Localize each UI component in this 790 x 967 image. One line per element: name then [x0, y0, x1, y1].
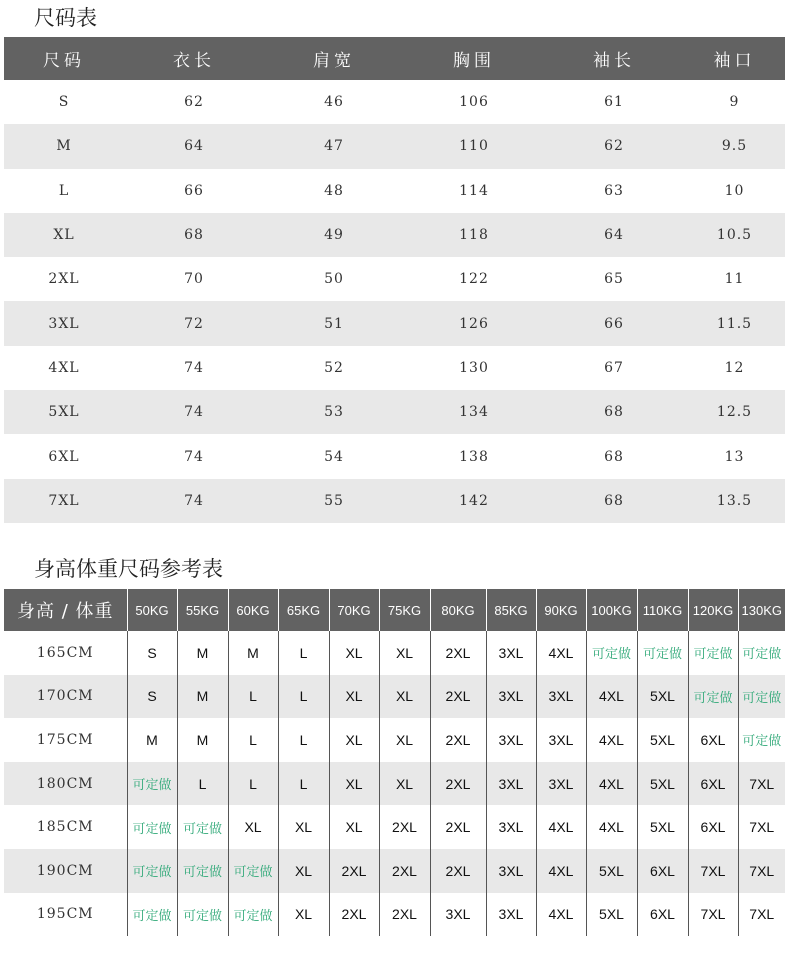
cell-size: 7XL [4, 479, 124, 523]
cell-length: 74 [124, 479, 264, 523]
cell-recommended-size: L [228, 762, 278, 806]
cell-recommended-size: 可定做 [177, 849, 228, 893]
size-chart-row [4, 346, 785, 390]
cell-shoulder: 50 [324, 271, 344, 288]
size-chart-row [4, 213, 785, 257]
cell-size: M [4, 124, 124, 168]
cell-recommended-size: XL [329, 675, 379, 719]
cell-sleeve: 61 [604, 94, 624, 111]
cell-recommended-size: L [278, 762, 329, 806]
cell-recommended-size: 2XL [379, 805, 430, 849]
header-weight: 60KG [228, 589, 278, 631]
cell-recommended-size: 6XL [688, 805, 738, 849]
cell-recommended-size: 可定做 [228, 849, 278, 893]
cell-recommended-size: 可定做 [177, 805, 228, 849]
cell-recommended-size: 2XL [430, 631, 486, 675]
header-weight: 55KG [177, 589, 228, 631]
cell-recommended-size: 5XL [637, 675, 688, 719]
size-chart-row [4, 390, 785, 434]
cell-size: S [58, 94, 70, 111]
cell-recommended-size: 4XL [586, 805, 637, 849]
cell-length: 66 [184, 182, 204, 199]
cell-recommended-size: 4XL [536, 849, 586, 893]
cell-recommended-size: 2XL [329, 893, 379, 937]
cell-recommended-size: 3XL [486, 631, 536, 675]
cell-length: 74 [184, 448, 204, 465]
cell-recommended-size: 可定做 [738, 675, 785, 719]
cell-recommended-size: 5XL [637, 718, 688, 762]
header-cuff: 袖口 [684, 37, 785, 80]
cell-recommended-size: 5XL [586, 893, 637, 937]
body-chart-title: 身高体重尺码参考表 [34, 557, 223, 581]
body-chart-row [4, 762, 785, 806]
cell-cuff: 12 [724, 359, 745, 376]
cell-size: XL [4, 213, 124, 257]
cell-shoulder: 55 [264, 479, 404, 523]
cell-recommended-size: 6XL [688, 718, 738, 762]
cell-recommended-size: 可定做 [127, 849, 177, 893]
header-size: 尺码 [4, 37, 124, 80]
cell-sleeve: 63 [604, 182, 624, 199]
cell-recommended-size: XL [329, 805, 379, 849]
cell-sleeve: 65 [604, 271, 624, 288]
cell-cuff: 12.5 [684, 390, 785, 434]
cell-recommended-size: 3XL [486, 849, 536, 893]
header-weight: 100KG [586, 589, 637, 631]
cell-recommended-size: 6XL [637, 893, 688, 937]
cell-shoulder: 53 [264, 390, 404, 434]
body-chart-row [4, 631, 785, 675]
size-chart-header-row [4, 37, 785, 80]
cell-cuff: 13.5 [684, 479, 785, 523]
cell-recommended-size: 2XL [379, 893, 430, 937]
cell-length: 64 [124, 124, 264, 168]
header-length: 衣长 [124, 37, 264, 80]
header-weight: 120KG [688, 589, 738, 631]
cell-recommended-size: 可定做 [127, 893, 177, 937]
cell-recommended-size: XL [379, 762, 430, 806]
cell-shoulder: 46 [324, 94, 344, 111]
cell-sleeve: 66 [544, 301, 684, 345]
cell-recommended-size: L [278, 631, 329, 675]
cell-recommended-size: XL [228, 805, 278, 849]
cell-chest: 118 [404, 213, 544, 257]
cell-recommended-size: 可定做 [127, 805, 177, 849]
cell-recommended-size: XL [329, 762, 379, 806]
cell-cuff: 9.5 [684, 124, 785, 168]
cell-sleeve: 62 [544, 124, 684, 168]
cell-recommended-size: M [177, 675, 228, 719]
cell-cuff: 9 [729, 94, 740, 111]
cell-cuff: 11 [724, 271, 745, 288]
cell-sleeve: 67 [604, 359, 624, 376]
size-chart-row [4, 169, 785, 213]
size-chart-row [4, 257, 785, 301]
cell-recommended-size: 2XL [430, 718, 486, 762]
cell-height: 165CM [4, 631, 127, 675]
cell-recommended-size: XL [379, 718, 430, 762]
cell-shoulder: 49 [264, 213, 404, 257]
cell-recommended-size: 7XL [749, 906, 775, 923]
cell-height: 190CM [4, 849, 127, 893]
header-weight: 90KG [536, 589, 586, 631]
cell-recommended-size: L [278, 718, 329, 762]
size-chart-row [4, 301, 785, 345]
cell-recommended-size: L [177, 762, 228, 806]
header-shoulder: 肩宽 [264, 37, 404, 80]
cell-recommended-size: M [127, 718, 177, 762]
cell-cuff: 11.5 [684, 301, 785, 345]
cell-recommended-size: 3XL [486, 718, 536, 762]
cell-recommended-size: 可定做 [742, 733, 782, 749]
cell-cuff: 10.5 [684, 213, 785, 257]
cell-recommended-size: M [228, 631, 278, 675]
cell-length: 62 [184, 94, 204, 111]
body-chart-header-row [4, 589, 785, 631]
cell-recommended-size: 4XL [586, 718, 637, 762]
body-chart-table [4, 589, 785, 936]
cell-length: 70 [184, 271, 204, 288]
header-chest: 胸围 [404, 37, 544, 80]
cell-chest: 122 [459, 271, 489, 288]
cell-chest: 106 [459, 94, 489, 111]
header-weight: 65KG [278, 589, 329, 631]
cell-recommended-size: L [278, 675, 329, 719]
cell-recommended-size: 2XL [430, 762, 486, 806]
cell-recommended-size: 5XL [637, 805, 688, 849]
size-chart-row [4, 434, 785, 478]
cell-recommended-size: 3XL [486, 675, 536, 719]
header-weight: 85KG [486, 589, 536, 631]
cell-recommended-size: 7XL [738, 849, 785, 893]
cell-height: 180CM [4, 762, 127, 806]
cell-recommended-size: 3XL [486, 762, 536, 806]
size-chart-row [4, 80, 785, 124]
cell-recommended-size: 可定做 [688, 631, 738, 675]
size-chart-title: 尺码表 [34, 6, 97, 30]
cell-size: 4XL [48, 359, 80, 376]
cell-recommended-size: 4XL [536, 631, 586, 675]
size-chart-table [4, 37, 785, 523]
cell-shoulder: 54 [324, 448, 344, 465]
cell-recommended-size: 4XL [536, 805, 586, 849]
cell-recommended-size: 7XL [688, 893, 738, 937]
cell-height: 175CM [4, 718, 127, 762]
header-weight: 130KG [738, 589, 785, 631]
cell-sleeve: 68 [604, 448, 624, 465]
cell-recommended-size: 3XL [536, 718, 586, 762]
cell-recommended-size: 5XL [586, 849, 637, 893]
cell-recommended-size: XL [329, 718, 379, 762]
cell-length: 74 [124, 390, 264, 434]
cell-recommended-size: 可定做 [228, 893, 278, 937]
body-chart-row [4, 718, 785, 762]
cell-recommended-size: 3XL [486, 805, 536, 849]
body-chart-row [4, 805, 785, 849]
cell-recommended-size: 可定做 [127, 762, 177, 806]
cell-shoulder: 52 [324, 359, 344, 376]
size-chart-row [4, 124, 785, 168]
cell-recommended-size: 2XL [430, 849, 486, 893]
cell-recommended-size: XL [379, 631, 430, 675]
cell-shoulder: 47 [264, 124, 404, 168]
cell-chest: 138 [459, 448, 489, 465]
header-height-weight: 身高 / 体重 [4, 589, 127, 631]
cell-recommended-size: 7XL [749, 819, 775, 836]
body-chart-row [4, 675, 785, 719]
cell-recommended-size: 6XL [688, 762, 738, 806]
cell-recommended-size: M [177, 718, 228, 762]
cell-size: 2XL [48, 271, 80, 288]
cell-recommended-size: 3XL [430, 893, 486, 937]
header-weight: 110KG [637, 589, 688, 631]
cell-recommended-size: 2XL [430, 805, 486, 849]
cell-recommended-size: L [228, 675, 278, 719]
cell-size: 5XL [4, 390, 124, 434]
cell-recommended-size: 3XL [486, 893, 536, 937]
cell-recommended-size: 7XL [738, 762, 785, 806]
cell-recommended-size: 6XL [637, 849, 688, 893]
cell-recommended-size: 可定做 [742, 646, 782, 662]
cell-size: 6XL [48, 448, 80, 465]
cell-recommended-size: L [228, 718, 278, 762]
cell-sleeve: 64 [544, 213, 684, 257]
cell-recommended-size: 3XL [536, 675, 586, 719]
cell-recommended-size: M [177, 631, 228, 675]
body-chart-row [4, 893, 785, 937]
cell-length: 72 [124, 301, 264, 345]
cell-cuff: 10 [724, 182, 745, 199]
cell-height: 185CM [4, 805, 127, 849]
cell-recommended-size: 可定做 [688, 675, 738, 719]
cell-recommended-size: 4XL [586, 762, 637, 806]
cell-recommended-size: 7XL [688, 849, 738, 893]
cell-shoulder: 51 [264, 301, 404, 345]
cell-recommended-size: XL [278, 849, 329, 893]
cell-size: 3XL [4, 301, 124, 345]
cell-recommended-size: S [127, 675, 177, 719]
cell-chest: 130 [459, 359, 489, 376]
cell-recommended-size: 2XL [379, 849, 430, 893]
cell-recommended-size: S [127, 631, 177, 675]
cell-recommended-size: XL [379, 675, 430, 719]
size-chart-row [4, 479, 785, 523]
cell-recommended-size: XL [278, 805, 329, 849]
cell-length: 74 [184, 359, 204, 376]
cell-recommended-size: 4XL [586, 675, 637, 719]
cell-shoulder: 48 [324, 182, 344, 199]
cell-sleeve: 68 [544, 390, 684, 434]
cell-chest: 110 [404, 124, 544, 168]
cell-recommended-size: XL [278, 893, 329, 937]
cell-chest: 142 [404, 479, 544, 523]
cell-chest: 126 [404, 301, 544, 345]
cell-height: 195CM [4, 893, 127, 937]
cell-recommended-size: 可定做 [177, 893, 228, 937]
cell-recommended-size: 5XL [637, 762, 688, 806]
cell-recommended-size: 2XL [329, 849, 379, 893]
header-weight: 50KG [127, 589, 177, 631]
body-chart-row [4, 849, 785, 893]
header-weight: 70KG [329, 589, 379, 631]
header-sleeve: 袖长 [544, 37, 684, 80]
cell-cuff: 13 [724, 448, 745, 465]
header-weight: 80KG [430, 589, 486, 631]
cell-chest: 114 [459, 182, 489, 199]
cell-recommended-size: 4XL [536, 893, 586, 937]
cell-chest: 134 [404, 390, 544, 434]
cell-length: 68 [124, 213, 264, 257]
cell-recommended-size: 可定做 [586, 631, 637, 675]
cell-height: 170CM [4, 675, 127, 719]
cell-recommended-size: 2XL [430, 675, 486, 719]
cell-size: L [58, 182, 70, 199]
cell-recommended-size: 可定做 [637, 631, 688, 675]
cell-sleeve: 68 [544, 479, 684, 523]
cell-recommended-size: 3XL [536, 762, 586, 806]
header-weight: 75KG [379, 589, 430, 631]
cell-recommended-size: XL [329, 631, 379, 675]
